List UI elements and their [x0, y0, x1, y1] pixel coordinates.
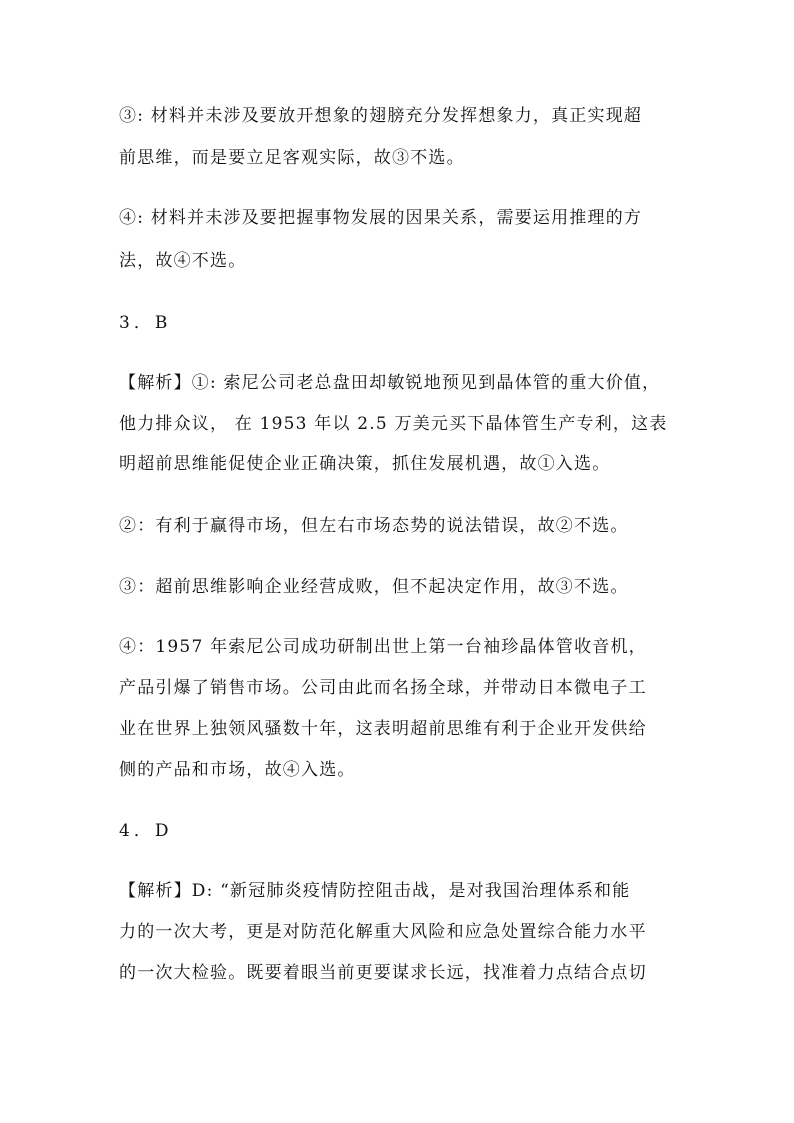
text-line: 产品引爆了销售市场。公司由此而名扬全球，并带动日本微电子工 [119, 678, 647, 698]
question-number: 3．B [119, 313, 172, 333]
text-line: 前思维，而是要立足客观实际，故③不选。 [119, 148, 465, 168]
text-line: 法，故④不选。 [119, 251, 247, 271]
text-line: ②：有利于赢得市场，但左右市场态势的说法错误，故②不选。 [119, 516, 629, 536]
text-line: ④: 材料并未涉及要把握事物发展的因果关系，需要运用推理的方 [119, 208, 643, 228]
text-line: ③: 材料并未涉及要放开想象的翅膀充分发挥想象力，真正实现超 [119, 106, 643, 126]
text-line: 他力排众议， 在 1953 年以 2.5 万美元买下晶体管生产专利，这表 [119, 414, 668, 434]
question-number: 4．D [119, 821, 173, 841]
text-line: 力的一次大考，更是对防范化解重大风险和应急处置综合能力水平 [119, 922, 647, 942]
text-line: 明超前思维能促使企业正确决策，抓住发展机遇，故①入选。 [119, 454, 611, 474]
text-line: ③：超前思维影响企业经营成败，但不起决定作用，故③不选。 [119, 577, 629, 597]
text-line: 侧的产品和市场，故④入选。 [119, 760, 356, 780]
text-line: 【解析】①: 索尼公司老总盘田却敏锐地预见到晶体管的重大价值， [119, 373, 661, 393]
text-line: ④：1957 年索尼公司成功研制出世上第一台袖珍晶体管收音机， [119, 637, 647, 657]
text-line: 的一次大检验。既要着眼当前更要谋求长远，找准着力点结合点切 [119, 963, 647, 983]
text-line: 【解析】D: “新冠肺炎疫情防控阻击战，是对我国治理体系和能 [119, 881, 631, 901]
text-line: 业在世界上独领风骚数十年，这表明超前思维有利于企业开发供给 [119, 719, 647, 739]
